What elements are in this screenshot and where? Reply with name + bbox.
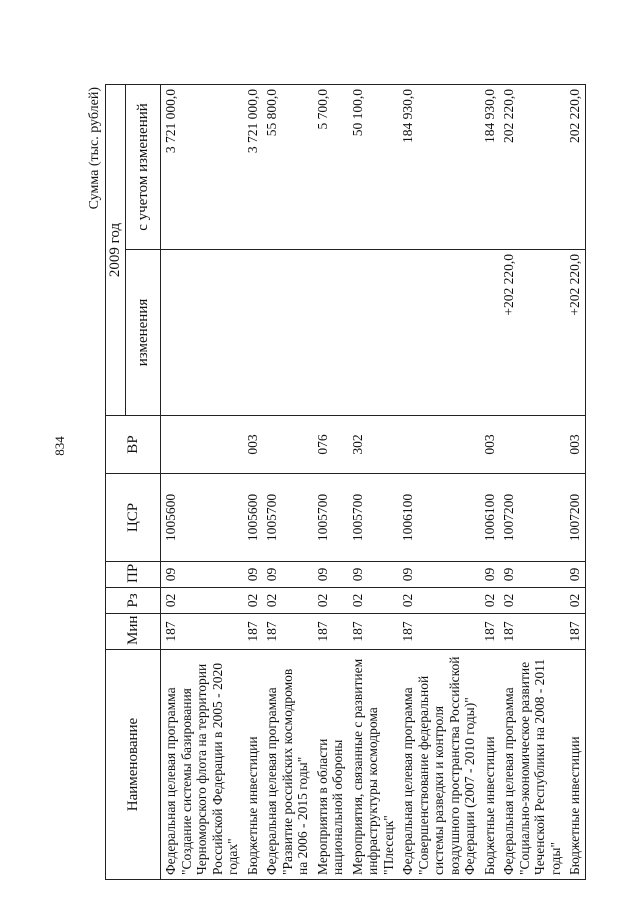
cell-with-changes: 184 930,0	[480, 84, 500, 249]
cell-with-changes: 3 721 000,0	[161, 84, 243, 249]
cell-name: Бюджетные инвестиции	[243, 650, 263, 880]
cell-vr: 076	[313, 416, 348, 474]
cell-name: Мероприятия, связанные с развитием инфраструктуры космодрома "Плесецк"	[348, 650, 399, 880]
cell-min: 187	[161, 614, 243, 650]
column-header-vr: ВР	[106, 416, 161, 474]
cell-min: 187	[565, 614, 585, 650]
cell-with-changes: 202 220,0	[565, 84, 585, 249]
cell-min: 187	[262, 614, 313, 650]
cell-vr	[161, 416, 243, 474]
column-header-name: Наименование	[106, 650, 161, 880]
page-number: 834	[51, 436, 67, 456]
cell-changes	[348, 250, 399, 416]
table-row	[565, 84, 585, 879]
cell-changes	[480, 250, 500, 416]
cell-name: Федеральная целевая программа "Социально-экономическое развитие Чеченской Республики на 2008 - 2011 годы"	[499, 650, 565, 880]
cell-changes	[313, 250, 348, 416]
cell-vr	[499, 416, 565, 474]
cell-csr: 1005700	[313, 474, 348, 562]
table-row	[313, 84, 348, 879]
table-row	[262, 84, 313, 879]
cell-changes	[243, 250, 263, 416]
table-row	[499, 84, 565, 879]
cell-name: Бюджетные инвестиции	[480, 650, 500, 880]
table-row	[348, 84, 399, 879]
cell-csr: 1007200	[565, 474, 585, 562]
unit-caption: Сумма (тыс. рублей)	[87, 87, 102, 210]
cell-vr: 302	[348, 416, 399, 474]
cell-rz: 02	[161, 588, 243, 614]
cell-name: Федеральная целевая программа "Развитие российских космодромов на 2006 - 2015 годы"	[262, 650, 313, 880]
cell-pr: 09	[161, 562, 243, 588]
header-row	[106, 84, 126, 879]
budget-table	[105, 84, 586, 880]
column-header-with-changes: с учетом изменений	[126, 84, 161, 249]
cell-pr: 09	[262, 562, 313, 588]
cell-changes: +202 220,0	[499, 250, 565, 416]
cell-with-changes: 55 800,0	[262, 84, 313, 249]
cell-min: 187	[348, 614, 399, 650]
cell-pr: 09	[243, 562, 263, 588]
cell-vr: 003	[243, 416, 263, 474]
column-header-rz: Рз	[106, 588, 161, 614]
cell-vr	[398, 416, 480, 474]
cell-changes	[262, 250, 313, 416]
table-row	[161, 84, 243, 879]
cell-with-changes: 184 930,0	[398, 84, 480, 249]
cell-csr: 1006100	[398, 474, 480, 562]
cell-rz: 02	[499, 588, 565, 614]
cell-csr: 1005600	[161, 474, 243, 562]
cell-name: Бюджетные инвестиции	[565, 650, 585, 880]
column-header-csr: ЦСР	[106, 474, 161, 562]
cell-vr	[262, 416, 313, 474]
cell-vr: 003	[480, 416, 500, 474]
cell-pr: 09	[565, 562, 585, 588]
cell-rz: 02	[398, 588, 480, 614]
rotated-table-area	[87, 85, 582, 880]
cell-min: 187	[480, 614, 500, 650]
cell-csr: 1005700	[348, 474, 399, 562]
table-row	[480, 84, 500, 879]
cell-rz: 02	[348, 588, 399, 614]
cell-pr: 09	[398, 562, 480, 588]
cell-changes	[398, 250, 480, 416]
cell-min: 187	[499, 614, 565, 650]
cell-name: Федеральная целевая программа "Создание системы базирования Черноморского флота на территории Российской Федерации в 2005 - 2020 годах"	[161, 650, 243, 880]
table-row	[243, 84, 263, 879]
cell-pr: 09	[348, 562, 399, 588]
cell-pr: 09	[499, 562, 565, 588]
cell-csr: 1006100	[480, 474, 500, 562]
cell-pr: 09	[313, 562, 348, 588]
cell-min: 187	[313, 614, 348, 650]
cell-csr: 1005600	[243, 474, 263, 562]
cell-changes	[161, 250, 243, 416]
cell-rz: 02	[243, 588, 263, 614]
cell-csr: 1007200	[499, 474, 565, 562]
column-header-year: 2009 год	[106, 84, 126, 415]
cell-with-changes: 50 100,0	[348, 84, 399, 249]
cell-csr: 1005700	[262, 474, 313, 562]
cell-min: 187	[398, 614, 480, 650]
column-header-min: Мин	[106, 614, 161, 650]
cell-vr: 003	[565, 416, 585, 474]
cell-rz: 02	[565, 588, 585, 614]
cell-with-changes: 5 700,0	[313, 84, 348, 249]
cell-min: 187	[243, 614, 263, 650]
cell-rz: 02	[480, 588, 500, 614]
column-header-pr: ПР	[106, 562, 161, 588]
cell-changes: +202 220,0	[565, 250, 585, 416]
cell-rz: 02	[313, 588, 348, 614]
column-header-changes: изменения	[126, 250, 161, 416]
cell-pr: 09	[480, 562, 500, 588]
cell-name: Федеральная целевая программа "Совершенствование федеральной системы разведки и контроля воздушного пространства Российской Федерации (2007 - 2010 годы)"	[398, 650, 480, 880]
cell-rz: 02	[262, 588, 313, 614]
table-row	[398, 84, 480, 879]
cell-with-changes: 202 220,0	[499, 84, 565, 249]
cell-name: Мероприятия в области национальной обороны	[313, 650, 348, 880]
cell-with-changes: 3 721 000,0	[243, 84, 263, 249]
